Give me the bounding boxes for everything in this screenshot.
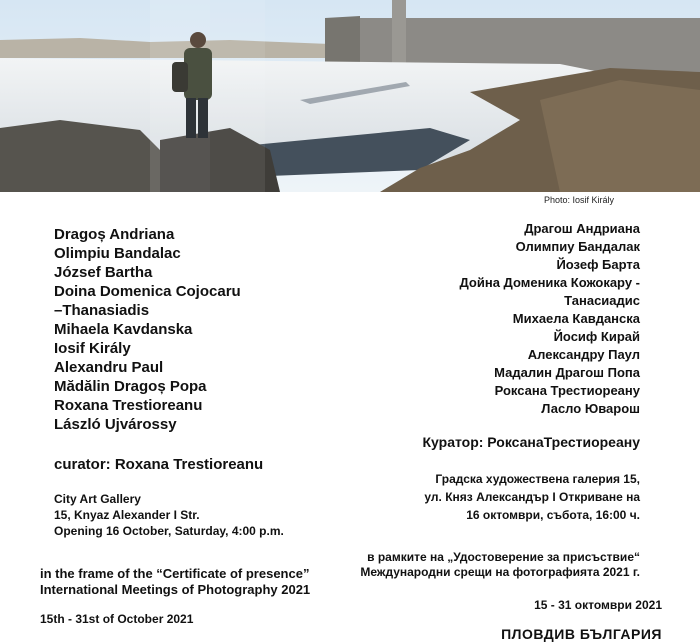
photo-credit: Photo: Iosif Király xyxy=(543,195,614,205)
venue-line: City Art Gallery xyxy=(54,492,141,506)
curator-latin: curator: Roxana Trestioreanu xyxy=(54,456,264,473)
artists-latin-list xyxy=(54,225,241,434)
artists-cyrillic-list xyxy=(460,220,641,418)
artist-name-cyrillic: Александру Паул xyxy=(527,347,640,362)
event-frame-latin xyxy=(40,566,310,598)
artist-name-latin: Olimpiu Bandalac xyxy=(54,245,181,262)
artist-name-latin: Alexandru Paul xyxy=(54,359,164,376)
artist-name-latin: Dragoș Andriana xyxy=(54,226,175,243)
venue-cyrillic xyxy=(424,470,640,524)
artist-name-latin: –Thanasiadis xyxy=(54,302,150,319)
artist-name-cyrillic: Мадалин Драгош Попа xyxy=(494,365,640,380)
header-photo xyxy=(0,0,700,192)
dates-cyrillic: 15 - 31 октомври 2021 xyxy=(534,598,662,612)
curator-cyrillic: Куратор: РоксанаТрестиореану xyxy=(422,434,640,450)
artist-name-latin: Roxana Trestioreanu xyxy=(54,397,203,414)
venue-line: ул. Княз Александър I Откриване на xyxy=(424,490,640,504)
venue-line: Градска художествена галерия 15, xyxy=(435,472,640,486)
artist-name-cyrillic: Танасиадис xyxy=(564,293,640,308)
frame-line: International Meetings of Photography 2021 xyxy=(40,582,311,597)
dates-latin: 15th - 31st of October 2021 xyxy=(40,612,194,626)
artist-name-latin: József Bartha xyxy=(54,264,153,281)
artist-name-cyrillic: Роксана Трестиореану xyxy=(494,383,640,398)
event-frame-cyrillic xyxy=(360,550,640,580)
artist-name-latin: Doina Domenica Cojocaru xyxy=(54,283,241,300)
artist-name-cyrillic: Йозеф Барта xyxy=(556,257,640,272)
artist-name-cyrillic: Дойна Доменика Кожокару - xyxy=(459,275,640,290)
artist-name-cyrillic: Йосиф Кирай xyxy=(553,329,640,344)
artist-name-latin: László Ujvárossy xyxy=(54,416,177,433)
frame-line: Международни срещи на фотографията 2021 г. xyxy=(360,565,640,579)
frame-line: in the frame of the “Certificate of presence” xyxy=(40,566,310,581)
venue-latin xyxy=(54,491,284,539)
venue-line: 15, Knyaz Alexander I Str. xyxy=(54,508,200,522)
artist-name-latin: Mădălin Dragoș Popa xyxy=(54,378,207,395)
artist-name-cyrillic: Драгош Андриана xyxy=(524,221,640,236)
artist-name-cyrillic: Ласло Юварош xyxy=(541,401,640,416)
artist-name-latin: Iosif Király xyxy=(54,340,131,357)
city-country-cyrillic: ПЛОВДИВ БЪЛГАРИЯ xyxy=(501,626,662,642)
artist-name-latin: Mihaela Kavdanska xyxy=(54,321,193,338)
artist-name-cyrillic: Михаела Кавданска xyxy=(512,311,640,326)
photo-illustration xyxy=(0,0,700,192)
frame-line: в рамките на „Удостоверение за присъствие“ xyxy=(367,550,640,564)
venue-line: 16 октомври, събота, 16:00 ч. xyxy=(466,508,640,522)
venue-line: Opening 16 October, Saturday, 4:00 p.m. xyxy=(54,524,284,538)
artist-name-cyrillic: Олимпиу Бандалак xyxy=(515,239,640,254)
